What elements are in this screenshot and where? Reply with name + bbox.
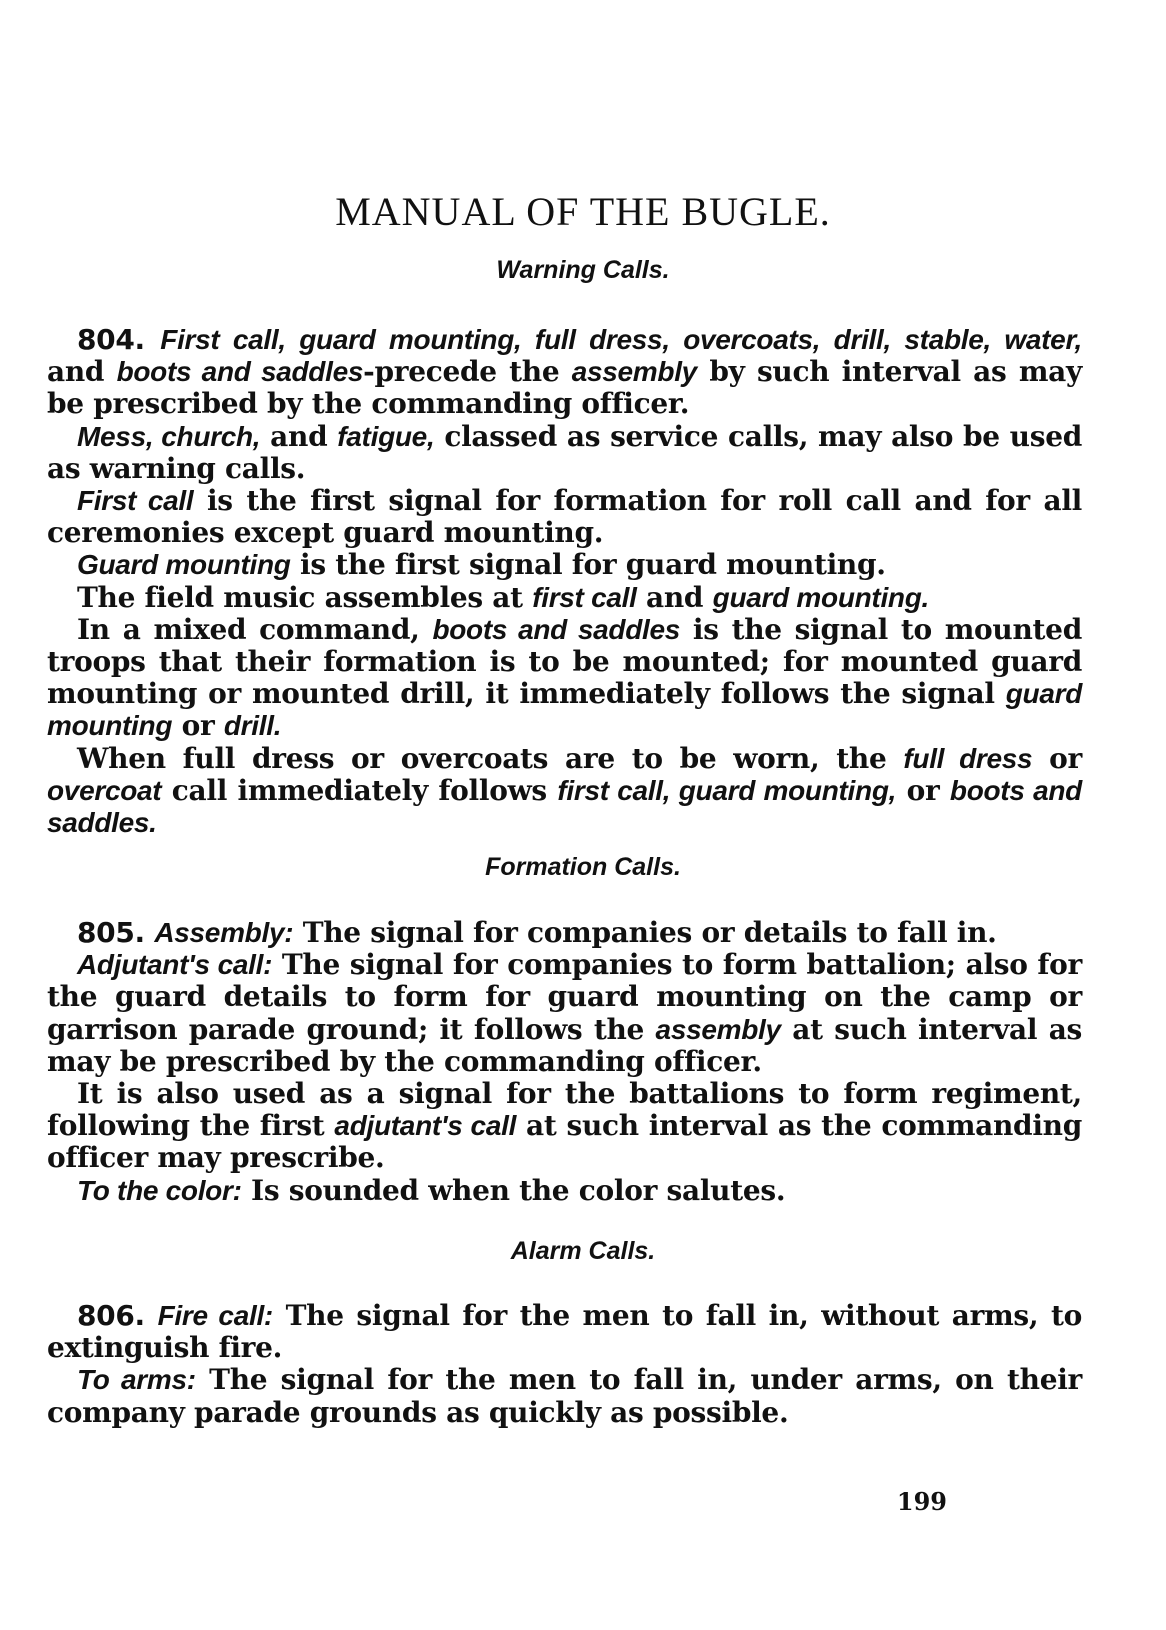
call-name: Mess, church, bbox=[77, 420, 261, 452]
call-name: guard mounting. bbox=[712, 581, 930, 613]
paragraph bbox=[47, 1078, 1082, 1175]
paragraph bbox=[47, 421, 1082, 485]
paragraph bbox=[47, 324, 1082, 421]
text-run: or bbox=[896, 773, 950, 807]
call-name: Guard mounting bbox=[77, 549, 291, 581]
call-name: boots and saddles. bbox=[47, 774, 1082, 839]
text-run: at such interval as may be prescribed by the commanding officer. bbox=[47, 1012, 1082, 1078]
paragraph bbox=[47, 549, 1082, 581]
text-run: In a mixed command, bbox=[77, 612, 433, 646]
call-name: boots and saddles bbox=[116, 356, 364, 388]
text-run: classed as service calls, may also be used as warning calls. bbox=[47, 419, 1082, 485]
text-run: Is sounded when the color salutes. bbox=[241, 1173, 786, 1207]
text-run: or bbox=[172, 709, 224, 743]
text-run: The signal for the men to fall in, without arms, to extinguish fire. bbox=[47, 1299, 1082, 1365]
call-name: First call, guard mounting, full dress, overcoats, drill, stable, water, bbox=[160, 324, 1082, 355]
paragraph bbox=[47, 1364, 1082, 1428]
text-run: is the signal to mounted troops that their formation is to be mounted; for mounted guard mounting or mounted drill, it immediately follows the signal bbox=[47, 612, 1082, 711]
call-name: guard mounting bbox=[47, 678, 1082, 742]
call-name: Assembly: bbox=[154, 917, 294, 948]
text-run: -precede the bbox=[363, 355, 572, 389]
call-name: fatigue, bbox=[337, 420, 435, 452]
call-name: full dress bbox=[903, 742, 1033, 774]
text-run: is the first signal for formation for roll call and for all ceremonies except guard mounting. bbox=[47, 484, 1082, 550]
call-name: boots and saddles bbox=[432, 613, 681, 645]
text-run: and bbox=[636, 580, 713, 614]
paragraph bbox=[47, 743, 1082, 840]
section-warning-calls bbox=[47, 324, 1082, 839]
section-heading-alarm-calls: Alarm Calls. bbox=[510, 1237, 656, 1265]
page-number: 199 bbox=[896, 1487, 947, 1516]
call-name: first call, guard mounting, bbox=[557, 774, 897, 806]
section-alarm-calls bbox=[47, 1300, 1082, 1429]
paragraph bbox=[47, 949, 1082, 1078]
page-title: MANUAL OF THE BUGLE. bbox=[335, 189, 831, 234]
text-run: call immediately follows bbox=[161, 773, 558, 807]
call-name: adjutant's call bbox=[334, 1110, 517, 1142]
text-run: The signal for the men to fall in, under arms, on their company parade grounds as quickly as possible. bbox=[47, 1363, 1082, 1429]
text-run: and bbox=[260, 419, 338, 453]
section-heading-warning-calls: Warning Calls. bbox=[496, 256, 670, 284]
call-name: drill. bbox=[223, 710, 282, 742]
call-name: To the color: bbox=[77, 1174, 242, 1206]
call-name: first call bbox=[532, 581, 637, 613]
paragraph bbox=[47, 582, 1082, 614]
text-run: The field music assembles at bbox=[77, 580, 533, 614]
paragraph-number: 805. bbox=[77, 916, 145, 949]
text-run: The signal for companies or details to fall in. bbox=[293, 916, 997, 949]
paragraph bbox=[47, 1300, 1082, 1364]
call-name: First call bbox=[77, 485, 194, 517]
text-run: The signal for companies to form battalion; also for the guard details to form for guard mounting on the camp or garrison parade ground; it follows the bbox=[47, 948, 1082, 1046]
paragraph bbox=[47, 614, 1082, 743]
call-name: assembly bbox=[655, 1013, 781, 1045]
paragraph bbox=[47, 917, 1082, 949]
text-run bbox=[145, 323, 160, 356]
text-run: by such interval as may be prescribed by the commanding officer. bbox=[47, 355, 1082, 421]
paragraph bbox=[47, 1175, 1082, 1207]
call-name: Adjutant's call: bbox=[77, 949, 273, 981]
text-run: When full dress or overcoats are to be worn, the bbox=[77, 741, 904, 775]
text-run bbox=[145, 1299, 158, 1332]
text-run bbox=[145, 916, 154, 949]
text-run: It is also used as a signal for the battalions to form regiment, following the first bbox=[47, 1077, 1082, 1143]
text-run: at such interval as the commanding officer may prescribe. bbox=[47, 1109, 1082, 1175]
paragraph-number: 804. bbox=[77, 323, 145, 356]
text-run: and bbox=[47, 355, 117, 389]
section-formation-calls bbox=[47, 917, 1082, 1207]
call-name: Fire call: bbox=[157, 1300, 273, 1331]
call-name: To arms: bbox=[77, 1364, 196, 1396]
text-run: or bbox=[1032, 741, 1083, 775]
paragraph-number: 806. bbox=[77, 1299, 145, 1332]
call-name: assembly bbox=[571, 356, 697, 388]
text-run: is the first signal for guard mounting. bbox=[290, 548, 886, 582]
call-name: overcoat bbox=[47, 774, 162, 806]
paragraph bbox=[47, 485, 1082, 549]
section-heading-formation-calls: Formation Calls. bbox=[485, 853, 681, 881]
